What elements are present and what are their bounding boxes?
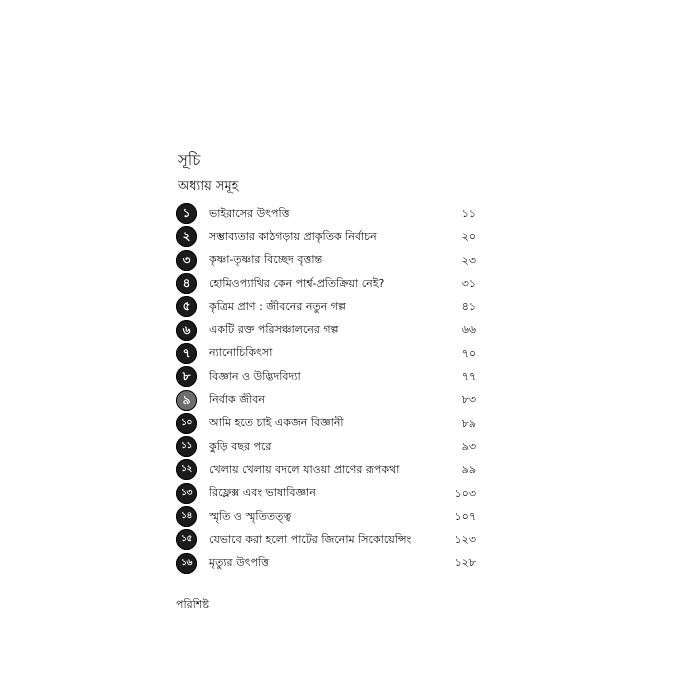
chapter-title: আমি হতে চাই একজন বিজ্ঞানী — [209, 416, 344, 430]
chapter-number-badge: ১ — [176, 203, 197, 224]
chapter-number-badge: ৫ — [176, 296, 197, 317]
chapter-page-number: ১০৩ — [454, 486, 476, 500]
chapter-number-badge: ১৪ — [176, 506, 197, 527]
chapter-number-badge: ৩ — [176, 250, 197, 271]
chapter-title: কুড়ি বছর পরে — [209, 439, 272, 453]
toc-entry-6[interactable] — [176, 318, 476, 341]
chapter-page-number: ১০৭ — [454, 509, 476, 523]
chapter-title: স্মৃতি ও স্মৃতিতত্ত্ব — [209, 509, 292, 523]
toc-entry-13[interactable] — [176, 482, 476, 505]
chapter-number-badge: ৬ — [176, 320, 197, 341]
chapter-number-badge: ২ — [176, 226, 197, 247]
chapter-page-number: ৯৩ — [461, 439, 476, 453]
chapter-page-number: ৪১ — [461, 300, 476, 314]
toc-entry-2[interactable] — [176, 225, 476, 248]
chapter-title: সম্ভাব্যতার কাঠগড়ায় প্রাকৃতিক নির্বাচন — [209, 229, 377, 243]
toc-entry-9[interactable] — [176, 388, 476, 411]
chapter-title: একটি রক্ত পরিসঞ্চালনের গল্প — [209, 323, 339, 337]
chapter-title: রিফ্লেক্স এবং ভাষাবিজ্ঞান — [209, 486, 316, 500]
toc-entry-7[interactable] — [176, 342, 476, 365]
toc-entry-8[interactable] — [176, 365, 476, 388]
chapter-page-number: ৩১ — [461, 276, 476, 290]
toc-entry-15[interactable] — [176, 528, 476, 551]
chapter-title: কৃত্রিম প্রাণ : জীবনের নতুন গল্প — [209, 299, 346, 313]
toc-heading: সূচি — [178, 151, 201, 169]
toc-entry-12[interactable] — [176, 458, 476, 481]
chapter-number-badge: ১২ — [176, 459, 197, 480]
chapter-title: কৃষ্ণা-তৃষ্ণার বিচ্ছেদ বৃত্তান্ত — [209, 253, 323, 267]
chapter-title: যেভাবে করা হলো পাটের জিনোম সিকোয়েন্সিং — [209, 532, 412, 546]
toc-entry-1[interactable] — [176, 202, 476, 225]
chapter-title: নির্বাক জীবন — [209, 393, 265, 407]
toc-entry-11[interactable] — [176, 435, 476, 458]
chapter-number-badge: ১৫ — [176, 529, 197, 550]
chapter-page-number: ৬৬ — [461, 323, 476, 337]
chapter-number-badge: ৭ — [176, 343, 197, 364]
chapter-number-badge: ৪ — [176, 273, 197, 294]
chapter-page-number: ২০ — [461, 230, 476, 244]
chapter-number-badge: ৮ — [176, 366, 197, 387]
chapter-page-number: ৭৭ — [461, 370, 476, 384]
toc-entry-10[interactable] — [176, 412, 476, 435]
toc-list — [176, 202, 476, 575]
appendix-heading: পরিশিষ্ট — [176, 598, 209, 611]
toc-entry-5[interactable] — [176, 295, 476, 318]
chapter-page-number: ৮৯ — [461, 416, 476, 430]
chapter-number-badge: ৯ — [176, 390, 197, 411]
chapter-number-badge: ১৬ — [176, 553, 197, 574]
chapter-page-number: ৭০ — [461, 346, 476, 360]
chapter-title: ন্যানোচিকিৎসা — [209, 346, 273, 360]
chapter-title: ভাইরাসের উৎপত্তি — [209, 206, 290, 220]
toc-entry-14[interactable] — [176, 505, 476, 528]
chapter-page-number: ২৩ — [461, 253, 476, 267]
chapter-page-number: ১২৩ — [454, 533, 476, 547]
chapter-number-badge: ১০ — [176, 413, 197, 434]
chapter-page-number: ৮৩ — [461, 393, 476, 407]
chapters-subheading: অধ্যায় সমূহ — [178, 179, 239, 194]
toc-entry-3[interactable] — [176, 249, 476, 272]
chapter-title: হোমিওপ্যাথির কেন পার্শ্ব-প্রতিক্রিয়া নেই? — [209, 276, 385, 290]
chapter-title: খেলায় খেলায় বদলে যাওয়া প্রাণের রূপকথা — [209, 462, 400, 476]
toc-entry-16[interactable] — [176, 551, 476, 574]
toc-entry-4[interactable] — [176, 272, 476, 295]
chapter-page-number: ৯৯ — [461, 463, 476, 477]
chapter-title: মৃত্যুর উৎপত্তি — [209, 556, 270, 570]
chapter-title: বিজ্ঞান ও উদ্ভিদবিদ্যা — [209, 369, 301, 383]
chapter-page-number: ১২৮ — [454, 556, 476, 570]
chapter-number-badge: ১৩ — [176, 483, 197, 504]
chapter-number-badge: ১১ — [176, 436, 197, 457]
chapter-page-number: ১১ — [461, 207, 476, 220]
